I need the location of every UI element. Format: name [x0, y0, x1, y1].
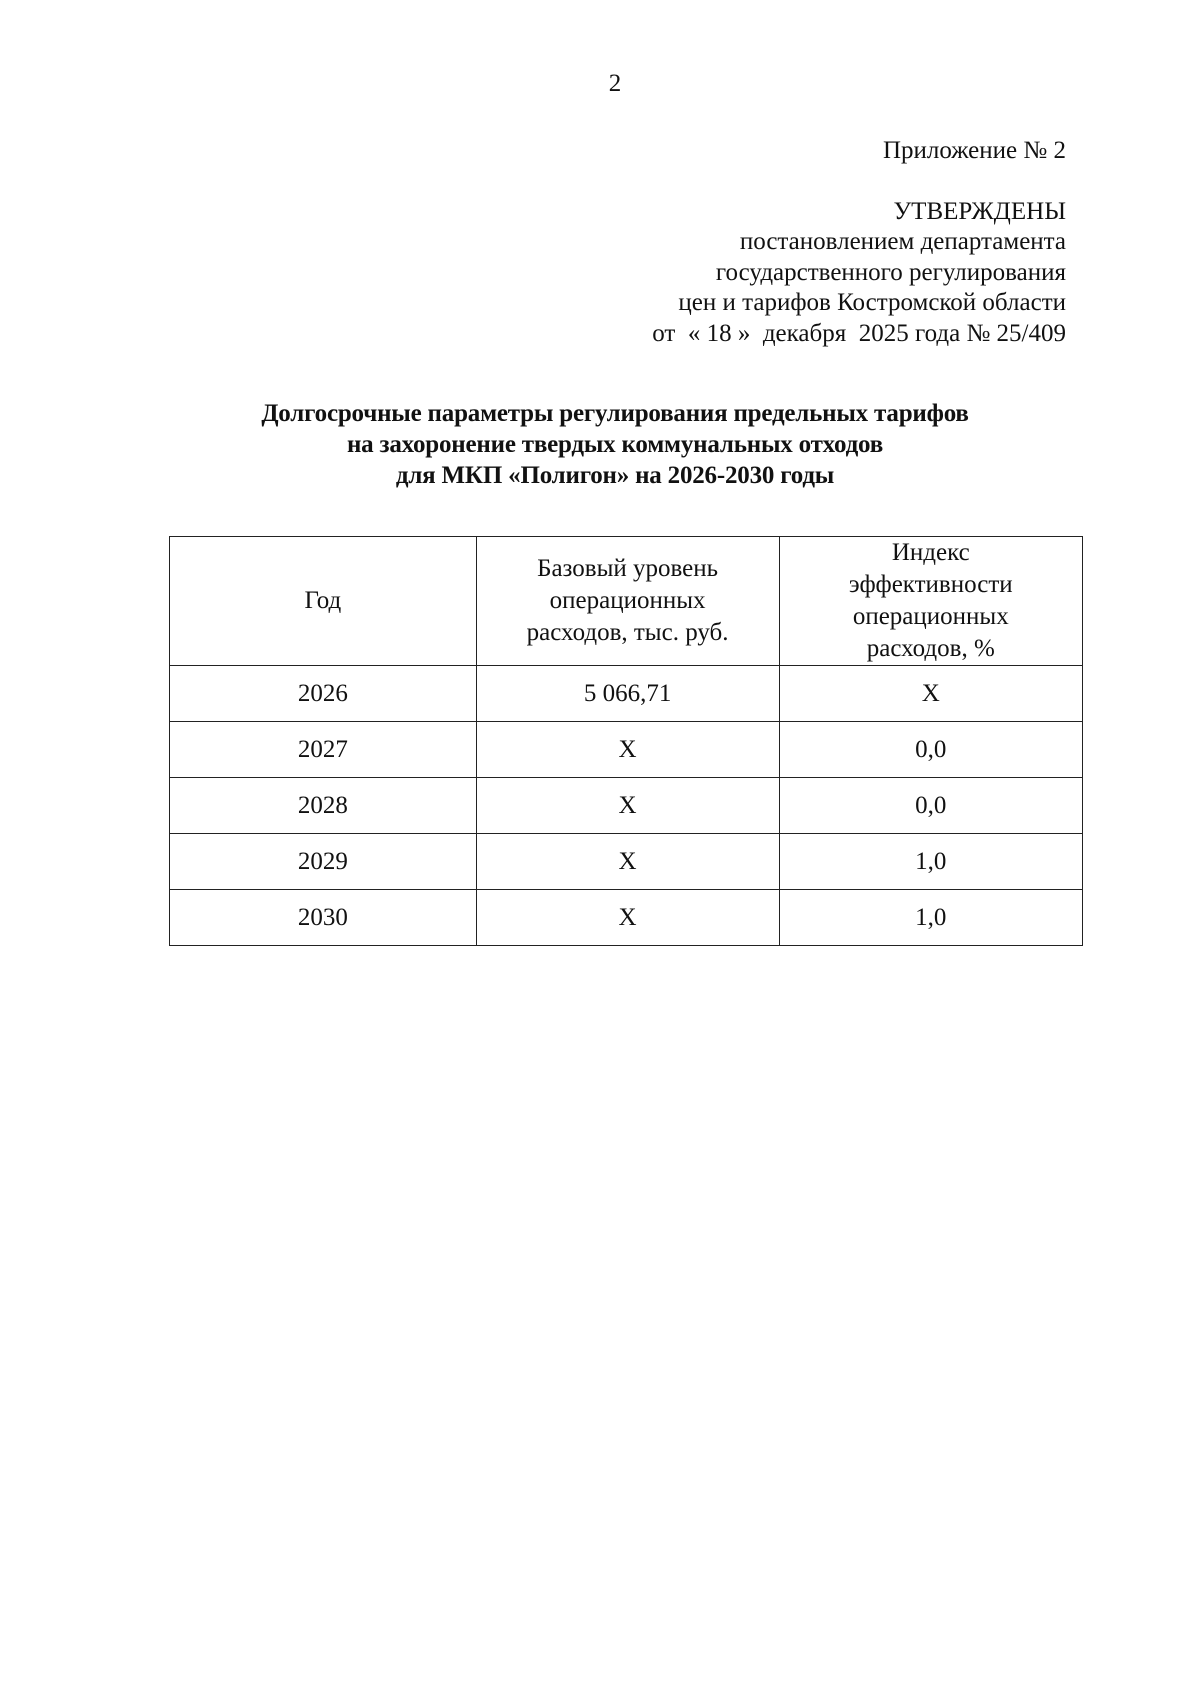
cell-efficiency-index: 0,0 [779, 722, 1082, 778]
header-year [170, 537, 477, 666]
appendix-label: Приложение № 2 [882, 137, 1066, 164]
header-text: Базовый уровень [537, 555, 719, 582]
cell-year: 2030 [170, 890, 477, 946]
cell-year: 2026 [170, 666, 477, 722]
cell-base-opex: Х [476, 834, 779, 890]
cell-year: 2027 [170, 722, 477, 778]
cell-efficiency-index: 1,0 [779, 890, 1082, 946]
header-text: операционных [852, 603, 1009, 630]
approval-block [652, 136, 1066, 349]
title-line: для МКП «Полигон» на 2026-2030 годы [395, 462, 835, 489]
table-row [170, 722, 1083, 778]
cell-efficiency-index: 1,0 [779, 834, 1082, 890]
cell-year: 2029 [170, 834, 477, 890]
table-header-row [170, 537, 1083, 666]
table-row [170, 890, 1083, 946]
table-row [170, 778, 1083, 834]
cell-base-opex: Х [476, 890, 779, 946]
header-text: расходов, % [866, 635, 995, 662]
header-text: расходов, тыс. руб. [526, 619, 729, 646]
approved-label: УТВЕРЖДЕНЫ [893, 197, 1066, 225]
approval-date-number: от « 18 » декабря 2025 года № 25/409 [652, 319, 1066, 347]
cell-base-opex: 5 066,71 [476, 666, 779, 722]
header-text: операционных [549, 587, 706, 614]
header-base-opex [476, 537, 779, 666]
header-text: Год [304, 587, 342, 614]
cell-efficiency-index: 0,0 [779, 778, 1082, 834]
parameters-table [169, 536, 1083, 946]
title-line: Долгосрочные параметры регулирования предельных тарифов [261, 400, 969, 427]
header-efficiency-index [779, 537, 1082, 666]
cell-base-opex: Х [476, 778, 779, 834]
document-title [160, 398, 1070, 491]
table-row [170, 834, 1083, 890]
cell-base-opex: Х [476, 722, 779, 778]
table-row [170, 666, 1083, 722]
approval-line: государственного регулирования [715, 258, 1066, 286]
header-text: Индекс [891, 539, 970, 566]
cell-year: 2028 [170, 778, 477, 834]
approval-line: постановлением департамента [739, 228, 1066, 255]
approval-line: цен и тарифов Костромской области [678, 289, 1066, 316]
header-text: эффективности [848, 571, 1013, 598]
title-line: на захоронение твердых коммунальных отходов [346, 431, 884, 458]
cell-efficiency-index: Х [779, 666, 1082, 722]
page-number: 2 [608, 70, 622, 97]
